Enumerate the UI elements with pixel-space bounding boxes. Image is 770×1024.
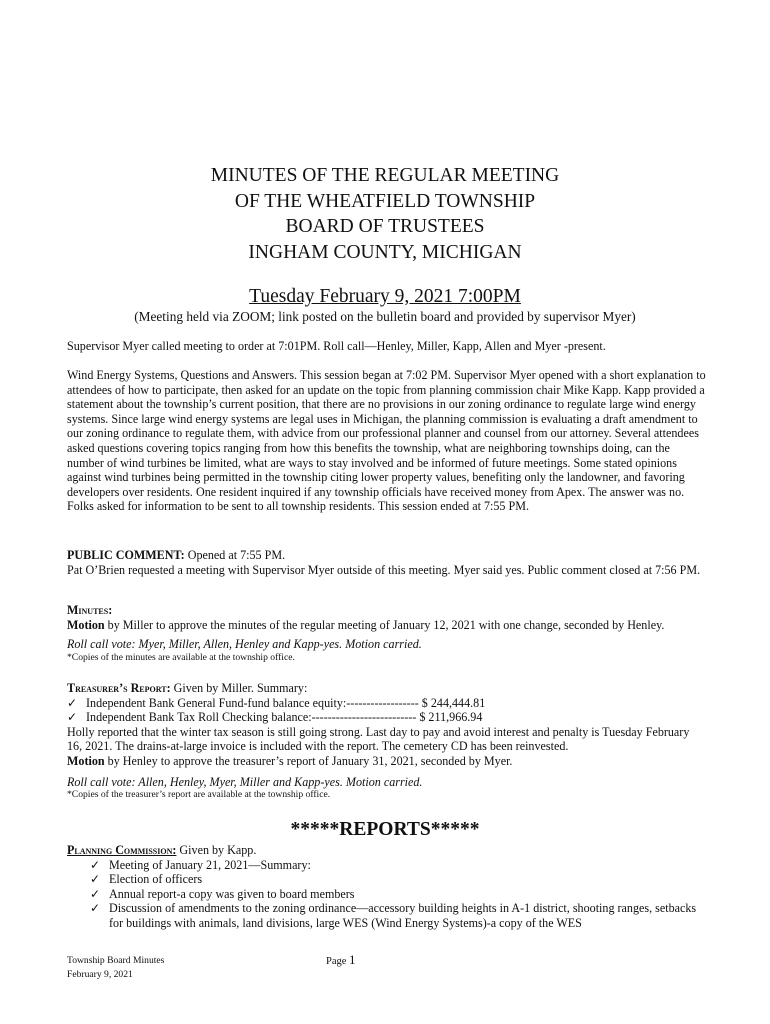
treasurer-vote: Roll call vote: Allen, Henley, Myer, Miller and Kapp-yes. Motion carried. <box>67 774 423 789</box>
footer-left <box>67 954 164 982</box>
minutes-heading: Minutes: <box>67 603 113 617</box>
planning-section <box>67 843 707 931</box>
planning-intro: Given by Kapp. <box>176 843 257 857</box>
reports-heading: *****REPORTS***** <box>290 819 480 840</box>
treasurer-note: *Copies of the treasurer’s report are available at the township office. <box>67 789 331 801</box>
treasurer-intro: Given by Miller. Summary: <box>170 681 308 695</box>
title-line-1: MINUTES OF THE REGULAR MEETING <box>210 165 560 186</box>
planning-item-4: Discussion of amendments to the zoning ordinance—accessory building heights in A-1 district, shooting ranges, setbacks for buildings with animals, land divisions, large WES (Wind Energy Systems)-a copy of the WES <box>109 901 697 930</box>
minutes-section <box>67 603 707 664</box>
treasurer-motion-label: Motion <box>67 753 105 768</box>
planning-item-3: Annual report-a copy was given to board members <box>109 886 355 901</box>
public-comment-section <box>67 548 707 577</box>
check-icon: ✓ <box>90 857 101 872</box>
footer-line-1: Township Board Minutes <box>67 955 165 966</box>
minutes-motion-label: Motion <box>67 617 105 632</box>
planning-heading: Planning Commission: <box>67 843 177 857</box>
wind-energy-text: Wind Energy Systems, Questions and Answers. This session began at 7:02 PM. Supervisor Myer opened with a short explanation to attendees of how to participate, then asked for an update on the topic from planning commission chair Mike Kapp. Kapp provided a statement about the township’s current position, that there are no provisions in our zoning ordinance to regulate large wind energy systems. Since large wind energy systems are legal uses in Michigan, the planning commission is evaluating a draft amendment to our zoning ordinance to regulate them, with advice from our professional planner and counsel from our attorney. Several attendees asked questions covering topics ranging from how this benefits the township, what are neighboring townships doing, can the number of wind turbines be limited, what are ways to stay involved and be informed of future meetings. Some stated opinions against wind turbines being permitted in the township citing lower property values, benefiting only the landowner, and favoring developers over residents. One resident inquired if any township officials have received money from Apex. The answer was no. Folks asked for information to be sent to all township residents. This session ended at 7:55 PM. <box>67 368 706 514</box>
treasurer-motion-text: by Henley to approve the treasurer’s report of January 31, 2021, seconded by Myer. <box>104 753 513 768</box>
treasurer-heading: Treasurer’s Report: <box>67 681 171 695</box>
footer-line-2: February 9, 2021 <box>67 969 133 980</box>
minutes-vote: Roll call vote: Myer, Miller, Allen, Henley and Kapp-yes. Motion carried. <box>67 637 422 652</box>
zoom-note: (Meeting held via ZOOM; link posted on the bulletin board and provided by supervisor Myer) <box>134 309 636 324</box>
planning-item-1: Meeting of January 21, 2021—Summary: <box>109 857 311 872</box>
public-comment-text: Pat O’Brien requested a meeting with Supervisor Myer outside of this meeting. Myer said yes. Public comment closed at 7:56 PM. <box>67 562 701 577</box>
check-icon: ✓ <box>67 710 78 725</box>
list-item <box>90 901 707 930</box>
treasurer-section <box>67 681 707 801</box>
minutes-note: *Copies of the minutes are available at the township office. <box>67 651 295 663</box>
treasurer-item-1: Independent Bank General Fund-fund balance equity:------------------ $ 244,444.81 <box>86 695 486 710</box>
treasurer-item-2: Independent Bank Tax Roll Checking balance:-------------------------- $ 211,966.94 <box>86 710 483 725</box>
page-number-value: 1 <box>349 952 356 967</box>
list-item <box>67 696 707 711</box>
planning-item-2: Election of officers <box>109 872 203 887</box>
wind-energy-section <box>67 368 707 514</box>
call-to-order-text: Supervisor Myer called meeting to order at 7:01PM. Roll call—Henley, Miller, Kapp, Allen and Myer -present. <box>67 339 606 353</box>
page-number <box>326 953 356 969</box>
check-icon: ✓ <box>90 872 101 887</box>
check-icon: ✓ <box>90 901 101 916</box>
document-title <box>0 163 770 265</box>
list-item <box>90 858 707 873</box>
title-line-2: OF THE WHEATFIELD TOWNSHIP <box>234 190 536 212</box>
check-icon: ✓ <box>67 695 78 710</box>
public-comment-opened: Opened at 7:55 PM. <box>184 548 286 562</box>
list-item <box>90 887 707 902</box>
list-item <box>90 872 707 887</box>
treasurer-text: Holly reported that the winter tax season is still going strong. Last day to pay and avoid interest and penalty is Tuesday February 16, 2021. The drains-at-large invoice is included with the report. The cemetery CD has been reinvested. <box>67 724 690 754</box>
call-to-order <box>67 339 707 354</box>
title-line-3: BOARD OF TRUSTEES <box>285 216 485 237</box>
list-item <box>67 710 707 725</box>
meeting-date: Tuesday February 9, 2021 7:00PM <box>249 286 521 307</box>
page-label: Page <box>326 956 350 967</box>
check-icon: ✓ <box>90 886 101 901</box>
public-comment-heading: PUBLIC COMMENT: <box>67 548 185 562</box>
title-line-4: INGHAM COUNTY, MICHIGAN <box>248 241 522 263</box>
minutes-motion-text: by Miller to approve the minutes of the regular meeting of January 12, 2021 with one change, seconded by Henley. <box>104 617 665 632</box>
